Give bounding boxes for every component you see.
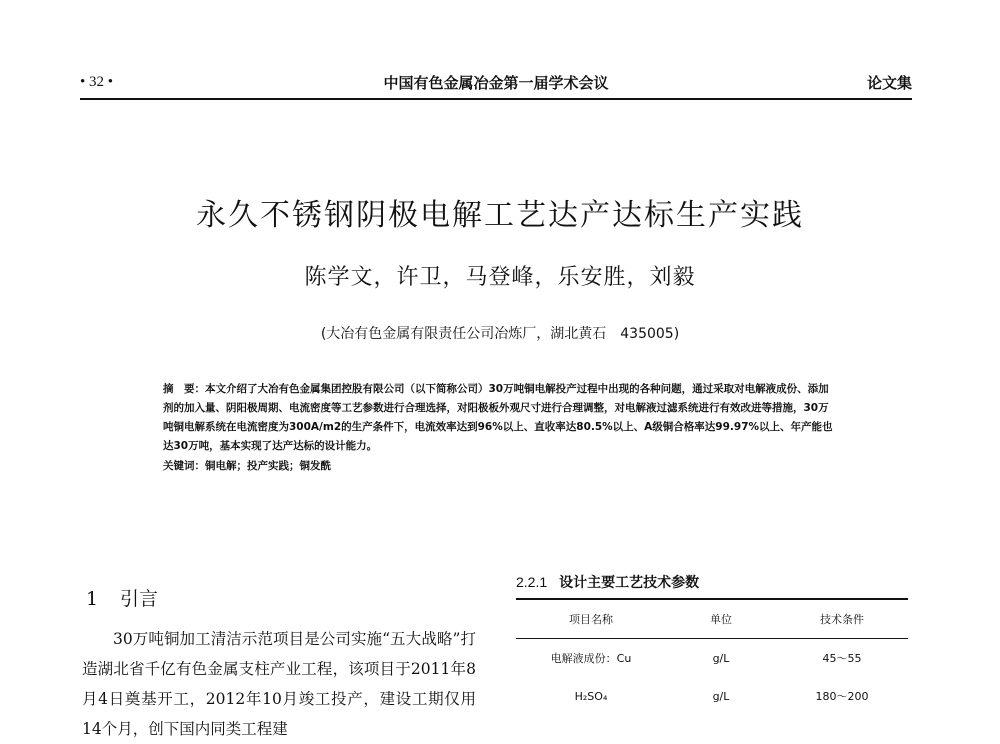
keywords-text: 铜电解；投产实践；铜发酰 <box>205 460 331 472</box>
table-caption-number: 2.2.1 <box>516 574 548 590</box>
table-caption-text: 设计主要工艺技术参数 <box>559 575 700 591</box>
table-cell: 180～200 <box>815 690 869 703</box>
table-cell: g/L <box>712 689 730 703</box>
process-parameters-table <box>516 598 908 715</box>
table-cell: H₂SO₄ <box>574 689 608 703</box>
header-divider <box>80 98 912 100</box>
abstract-text: 本文介绍了大冶有色金属集团控股有限公司（以下简称公司）30万吨铜电解投产过程中出现的各种问题，通过采取对电解液成份、添加剂的加入量、阴阳极周期、电流密度等工艺参数进行合理选择，对阳极板外观尺寸进行合理调整，对电解液过滤系统进行有效改进等措施，30万吨铜电解系统在电流密度为300A/m2的生产条件下，电流效率达到96%以上、直收率达80.5%以上、A级铜合格率达99.97%以上、年产能也达30万吨，基本实现了达产达标的设计能力。 <box>163 383 833 452</box>
body-text <box>82 624 476 744</box>
author-list: 陈学文，许卫，马登峰，乐安胜，刘毅 <box>304 265 696 290</box>
table-row <box>516 677 908 715</box>
column-header: 技术条件 <box>820 613 864 626</box>
page-number: • 32 • <box>80 74 114 90</box>
table-cell: g/L <box>712 651 730 665</box>
column-header: 单位 <box>710 613 732 626</box>
table-cell: 45～55 <box>822 652 862 665</box>
page-header <box>80 68 912 98</box>
keywords <box>163 458 835 473</box>
table-row <box>516 639 908 678</box>
section-title: 引言 <box>120 588 159 610</box>
abstract <box>163 380 835 456</box>
paper-title: 永久不锈钢阴极电解工艺达产达标生产实践 <box>196 198 804 233</box>
table-caption <box>516 572 699 592</box>
conference-title: 中国有色金属冶金第一届学术会议 <box>383 74 609 92</box>
proceedings-label: 论文集 <box>866 74 912 92</box>
column-header: 项目名称 <box>569 613 613 626</box>
section-heading <box>86 584 158 611</box>
section-number: 1 <box>86 588 99 610</box>
keywords-label: 关键词： <box>163 460 205 472</box>
affiliation: (大冶有色金属有限责任公司冶炼厂，湖北黄石 435005) <box>320 326 680 342</box>
table-header-row <box>516 599 908 639</box>
paragraph: 30万吨铜加工清洁示范项目是公司实施“五大战略”打造湖北省千亿有色金属支柱产业工程，该项目于2011年8月4日奠基开工，2012年10月竣工投产，建设工期仅用14个月，创下国内同类工程建 <box>82 630 476 738</box>
table-cell: 电解液成份：Cu <box>550 652 632 665</box>
abstract-label: 摘 要： <box>163 383 205 395</box>
